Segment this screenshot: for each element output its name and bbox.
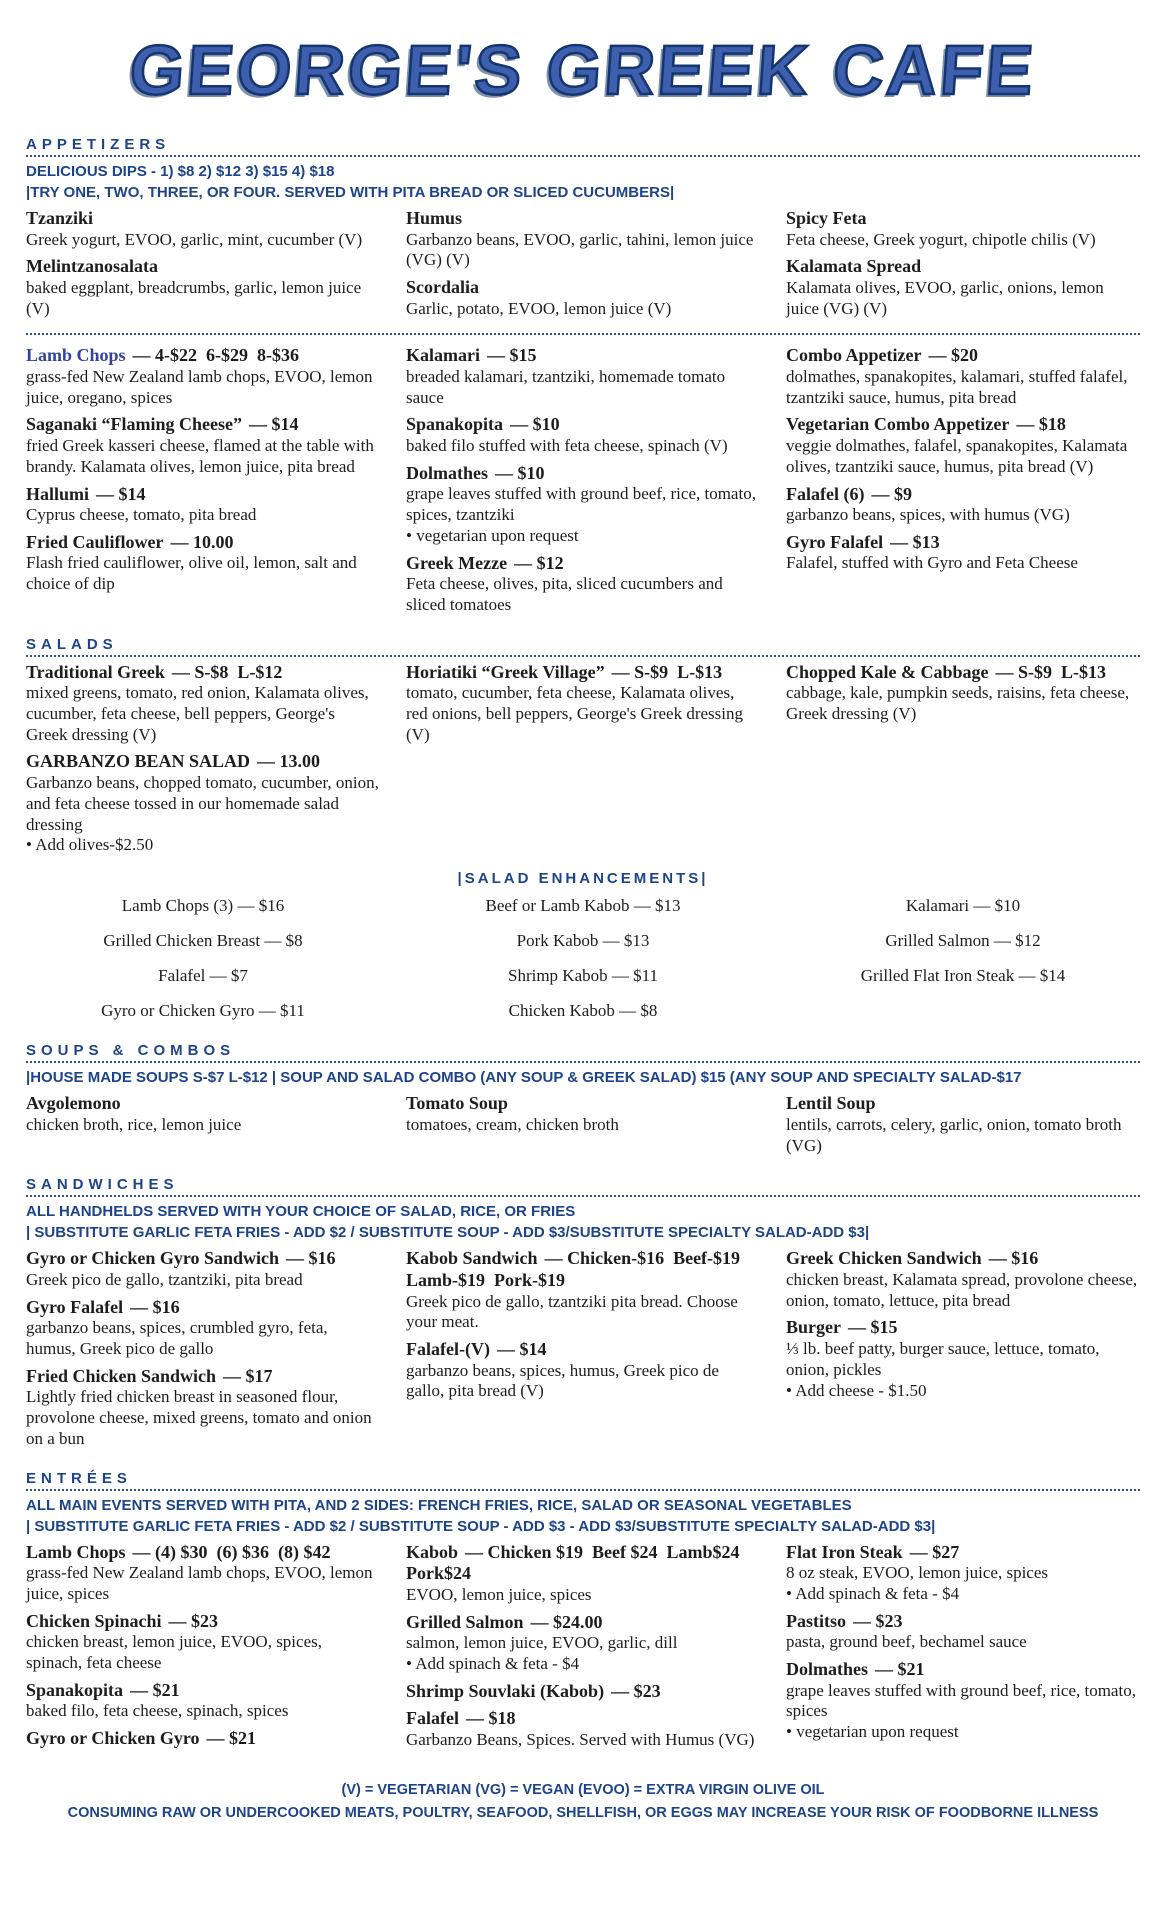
- item-name-line: [26, 751, 380, 773]
- menu-item: [406, 662, 760, 746]
- item-name: Spanakopita: [406, 414, 504, 435]
- item-name: Flat Iron Steak: [786, 1541, 903, 1562]
- item-name-line: [26, 662, 380, 684]
- item-name: Dolmathes: [786, 1658, 868, 1679]
- item-name: Spanakopita: [26, 1679, 124, 1700]
- footer-legend: [26, 1779, 1140, 1827]
- item-price: — $9: [871, 483, 912, 504]
- menu-column: [406, 345, 760, 621]
- menu-item: [786, 256, 1140, 319]
- item-name-line: [406, 414, 760, 436]
- item-description: cabbage, kale, pumpkin seeds, raisins, feta cheese, Greek dressing (V): [786, 683, 1130, 723]
- item-description: Greek yogurt, EVOO, garlic, mint, cucumber (V): [26, 229, 363, 249]
- item-name-line: [26, 345, 380, 367]
- item-name: Spicy Feta: [786, 208, 867, 228]
- item-name: Combo Appetizer: [786, 345, 922, 366]
- dotted-divider: [26, 655, 1140, 657]
- enhancement-item: Lamb Chops (3) — $16: [121, 895, 285, 915]
- menu-column: [786, 1542, 1140, 1757]
- menu-item: [406, 1612, 760, 1675]
- item-name: Humus: [406, 208, 463, 228]
- item-description: Garbanzo beans, chopped tomato, cucumber, onion, and feta cheese tossed in our homemade salad dressing: [26, 773, 379, 834]
- menu-column: [786, 345, 1140, 621]
- item-name: Chopped Kale & Cabbage: [786, 661, 989, 682]
- item-price: — S-$8 L-$12: [171, 661, 283, 682]
- menu-item: [406, 414, 760, 456]
- item-price: — $13: [890, 531, 940, 552]
- menu-item: [26, 484, 380, 526]
- item-name-line: [786, 1093, 1140, 1115]
- menu-item: [26, 532, 380, 595]
- item-name-line: [786, 1611, 1140, 1633]
- salads-grid: [26, 662, 1140, 862]
- item-name: Pastitso: [786, 1610, 846, 1631]
- item-name-line: [406, 1612, 760, 1634]
- item-description: Garlic, potato, EVOO, lemon juice (V): [406, 298, 672, 318]
- menu-item: [786, 1248, 1140, 1311]
- item-price: — $10: [495, 462, 545, 483]
- item-name-line: [26, 1297, 380, 1319]
- item-name-line: [26, 1542, 380, 1564]
- enhancement-item: Pork Kabob — $13: [516, 930, 650, 950]
- footer-warning-line: CONSUMING RAW OR UNDERCOOKED MEATS, POULTRY, SEAFOOD, SHELLFISH, OR EGGS MAY INCREASE YOUR RISK OF FOODBORNE ILLNESS: [67, 1805, 1099, 1822]
- menu-item: [406, 1681, 760, 1703]
- dips-grid: [26, 208, 1140, 325]
- menu-column: [786, 662, 1140, 862]
- item-description: baked eggplant, breadcrumbs, garlic, lemon juice (V): [26, 277, 362, 318]
- item-description: salmon, lemon juice, EVOO, garlic, dill: [406, 1633, 678, 1653]
- item-description: tomato, cucumber, feta cheese, Kalamata olives, red onions, bell peppers, George's Greek dressing (V): [406, 683, 743, 744]
- section-soups: [26, 1042, 1140, 1162]
- soups-subhead: |HOUSE MADE SOUPS S-$7 L-$12 | SOUP AND SALAD COMBO (ANY SOUP & GREEK SALAD) $15 (ANY SOUP AND SPECIALTY SALAD-$17: [26, 1069, 1022, 1087]
- menu-column: [406, 1093, 760, 1162]
- item-description: Feta cheese, olives, pita, sliced cucumbers and sliced tomatoes: [406, 574, 723, 614]
- menu-item: [26, 345, 380, 408]
- menu-item: [406, 1708, 760, 1750]
- item-price: — (4) $30 (6) $36 (8) $42: [132, 1541, 331, 1562]
- item-price: — $24.00: [530, 1611, 603, 1632]
- item-name-line: [406, 1542, 760, 1585]
- item-name: Burger: [786, 1317, 841, 1338]
- dotted-divider: [26, 1489, 1140, 1491]
- item-description: chicken breast, lemon juice, EVOO, spices, spinach, feta cheese: [26, 1632, 322, 1672]
- item-name-line: [26, 1611, 380, 1633]
- item-name-line: [786, 532, 1140, 554]
- enhancement-column: [26, 889, 380, 1028]
- item-name: Falafel: [406, 1708, 459, 1729]
- section-title-entrees: ENTRÉES: [26, 1469, 132, 1487]
- dotted-divider: [26, 333, 1140, 335]
- item-description: Greek pico de gallo, tzantziki pita bread. Choose your meat.: [406, 1291, 738, 1332]
- item-price: — $17: [223, 1365, 273, 1386]
- item-description: Garbanzo Beans, Spices. Served with Humus (VG): [406, 1729, 755, 1749]
- item-price: — $21: [875, 1658, 925, 1679]
- item-name-line: [26, 414, 380, 436]
- logo-text: GEORGE'S GREEK CAFE: [127, 31, 1039, 109]
- item-name: Tomato Soup: [406, 1093, 508, 1114]
- item-name-line: [786, 662, 1140, 684]
- item-name: Avgolemono: [26, 1093, 121, 1114]
- item-name-line: [786, 1659, 1140, 1681]
- sandwiches-subhead-2: | SUBSTITUTE GARLIC FETA FRIES - ADD $2 / SUBSTITUTE SOUP - ADD $3/SUBSTITUTE SPECIALTY SALAD-ADD $3|: [26, 1224, 870, 1242]
- item-name: Fried Cauliflower: [26, 531, 164, 552]
- enhancement-item: Shrimp Kabob — $11: [507, 965, 658, 985]
- menu-item: [786, 1611, 1140, 1653]
- salad-enhancements-title: |SALAD ENHANCEMENTS|: [457, 869, 709, 887]
- item-name-line: [26, 208, 380, 230]
- item-note: • Add spinach & feta - $4: [406, 1653, 580, 1673]
- enhancement-item: Grilled Flat Iron Steak — $14: [860, 965, 1066, 985]
- item-description: pasta, ground beef, bechamel sauce: [786, 1632, 1027, 1652]
- menu-item: [786, 662, 1140, 725]
- item-description: breaded kalamari, tzantziki, homemade tomato sauce: [406, 366, 726, 407]
- item-note: • vegetarian upon request: [786, 1722, 959, 1742]
- item-name: GARBANZO BEAN SALAD: [26, 751, 251, 772]
- item-name: Gyro or Chicken Gyro Sandwich: [26, 1248, 280, 1269]
- item-name-line: [786, 345, 1140, 367]
- menu-column: [26, 345, 380, 621]
- item-price: — $14: [496, 1339, 547, 1360]
- item-name-line: [406, 1093, 760, 1115]
- menu-item: [406, 1339, 760, 1402]
- salad-enhancements-grid: [26, 889, 1140, 1028]
- enhancement-item: Chicken Kabob — $8: [508, 1000, 658, 1020]
- menu-column: [786, 208, 1140, 325]
- dotted-divider: [26, 1195, 1140, 1197]
- item-price: — 10.00: [170, 531, 234, 552]
- item-name: Falafel (6): [786, 483, 865, 504]
- menu-item: [26, 1248, 380, 1290]
- appetizers-grid: [26, 345, 1140, 621]
- item-name: Gyro Falafel: [786, 531, 884, 552]
- item-name: Hallumi: [26, 483, 90, 504]
- item-name: Dolmathes: [406, 462, 488, 483]
- section-entrees: [26, 1470, 1140, 1757]
- item-description: garbanzo beans, spices, with humus (VG): [786, 505, 1070, 525]
- item-name: Fried Chicken Sandwich: [26, 1365, 217, 1386]
- item-name-line: [786, 256, 1140, 278]
- menu-item: [26, 1093, 380, 1135]
- menu-column: [406, 1542, 760, 1757]
- menu-item: [786, 532, 1140, 574]
- item-name-line: [406, 1339, 760, 1361]
- enhancement-column: [786, 889, 1140, 1028]
- item-description: ⅓ lb. beef patty, burger sauce, lettuce, tomato, onion, pickles: [786, 1339, 1100, 1379]
- enhancement-column: [406, 889, 760, 1028]
- item-name: Kalamari: [406, 345, 480, 366]
- item-price: — $15: [487, 345, 537, 366]
- dotted-divider: [26, 1061, 1140, 1063]
- item-price: — $21: [206, 1728, 257, 1749]
- item-name-line: [786, 1542, 1140, 1564]
- item-name: Lentil Soup: [786, 1093, 876, 1114]
- menu-item: [26, 662, 380, 746]
- item-description: Greek pico de gallo, tzantziki, pita bread: [26, 1270, 303, 1289]
- enhancement-item: Grilled Salmon — $12: [885, 930, 1041, 950]
- item-name: Gyro or Chicken Gyro: [26, 1728, 200, 1749]
- menu-column: [406, 1248, 760, 1455]
- item-name: Saganaki “Flaming Cheese”: [26, 414, 243, 435]
- item-description: garbanzo beans, spices, crumbled gyro, feta, humus, Greek pico de gallo: [26, 1318, 328, 1359]
- item-price: — $18: [1016, 414, 1066, 435]
- item-note: • Add cheese - $1.50: [786, 1380, 927, 1400]
- menu-item: [26, 751, 380, 856]
- section-appetizers: [26, 136, 1140, 622]
- item-name-line: [26, 1366, 380, 1388]
- item-price: — $14: [96, 483, 146, 504]
- menu-item: [786, 1093, 1140, 1156]
- footer-legend-line: (V) = VEGETARIAN (VG) = VEGAN (EVOO) = EXTRA VIRGIN OLIVE OIL: [341, 1781, 825, 1798]
- menu-item: [786, 414, 1140, 477]
- item-price: — $23: [168, 1610, 219, 1631]
- item-name-line: [26, 1248, 380, 1270]
- item-price: — $14: [249, 414, 299, 435]
- item-name-line: [406, 345, 760, 367]
- item-description: EVOO, lemon juice, spices: [406, 1584, 592, 1604]
- menu-column: [786, 1248, 1140, 1455]
- item-price: — 13.00: [257, 751, 321, 772]
- sandwiches-subhead-1: ALL HANDHELDS SERVED WITH YOUR CHOICE OF SALAD, RICE, OR FRIES: [26, 1203, 576, 1221]
- item-name: Kabob Sandwich: [406, 1248, 538, 1269]
- item-name-line: [406, 1681, 760, 1703]
- item-description: grass-fed New Zealand lamb chops, EVOO, lemon juice, spices: [26, 1563, 373, 1603]
- menu-item: [26, 414, 380, 477]
- menu-item: [786, 1317, 1140, 1401]
- item-name: Gyro Falafel: [26, 1296, 124, 1317]
- menu-column: [26, 1093, 380, 1162]
- restaurant-logo: [26, 30, 1140, 110]
- item-name: Melintzanosalata: [26, 256, 158, 277]
- item-name: Shrimp Souvlaki (Kabob): [406, 1680, 605, 1701]
- item-description: grass-fed New Zealand lamb chops, EVOO, lemon juice, oregano, spices: [26, 366, 373, 407]
- item-price: — S-$9 L-$13: [611, 661, 723, 682]
- item-name: Chicken Spinachi: [26, 1610, 162, 1631]
- menu-column: [26, 208, 380, 325]
- menu-column: [406, 208, 760, 325]
- item-name-line: [406, 1708, 760, 1730]
- item-price: — $16: [130, 1296, 180, 1317]
- item-name: Kalamata Spread: [786, 256, 922, 277]
- item-note: • Add olives-$2.50: [26, 835, 154, 855]
- menu-item: [26, 1680, 380, 1722]
- item-name-line: [786, 484, 1140, 506]
- entrees-subhead-2: | SUBSTITUTE GARLIC FETA FRIES - ADD $2 / SUBSTITUTE SOUP - ADD $3 - ADD $3/SUBSTITUTE SPECIALTY SALAD-ADD $3|: [26, 1517, 936, 1535]
- menu-item: [406, 1093, 760, 1135]
- enhancement-item: Falafel — $7: [158, 965, 248, 985]
- item-description: grape leaves stuffed with ground beef, rice, tomato, spices, tzantziki: [406, 484, 756, 525]
- item-description: 8 oz steak, EVOO, lemon juice, spices: [786, 1563, 1049, 1583]
- menu-item: [406, 345, 760, 408]
- item-name-line: [26, 1680, 380, 1702]
- item-description: Cyprus cheese, tomato, pita bread: [26, 505, 257, 525]
- item-description: fried Greek kasseri cheese, flamed at the table with brandy. Kalamata olives, lemon juice, pita bread: [26, 436, 374, 476]
- menu-item: [786, 484, 1140, 526]
- item-name-line: [406, 1248, 760, 1291]
- menu-item: [26, 1297, 380, 1360]
- item-name: Scordalia: [406, 277, 480, 298]
- item-price: — $23: [853, 1610, 903, 1631]
- item-name: Kabob: [406, 1541, 459, 1562]
- menu-item: [786, 1659, 1140, 1743]
- item-note: • vegetarian upon request: [406, 525, 579, 545]
- item-description: lentils, carrots, celery, garlic, onion, tomato broth (VG): [786, 1114, 1122, 1155]
- item-name: Vegetarian Combo Appetizer: [786, 414, 1010, 435]
- section-title-salads: SALADS: [26, 635, 118, 653]
- item-price: — $21: [130, 1679, 180, 1700]
- item-name-line: [786, 414, 1140, 436]
- item-name: Greek Mezze: [406, 552, 508, 573]
- item-description: Flash fried cauliflower, olive oil, lemon, salt and choice of dip: [26, 553, 357, 594]
- menu-item: [26, 1728, 380, 1750]
- item-description: baked filo, feta cheese, spinach, spices: [26, 1701, 289, 1721]
- dotted-divider: [26, 155, 1140, 157]
- item-price: — $16: [988, 1248, 1039, 1269]
- item-description: garbanzo beans, spices, humus, Greek pico de gallo, pita bread (V): [406, 1360, 719, 1401]
- menu-column: [26, 662, 380, 862]
- item-price: — Chicken $19 Beef $24 Lamb$24 Pork$24: [406, 1541, 749, 1584]
- item-price: — 4-$22 6-$29 8-$36: [132, 345, 300, 366]
- menu-item: [26, 1366, 380, 1450]
- item-name-line: [406, 553, 760, 575]
- item-price: — $10: [510, 414, 560, 435]
- item-description: mixed greens, tomato, red onion, Kalamata olives, cucumber, feta cheese, bell peppers, George's Greek dressing (V): [26, 683, 369, 744]
- item-name: Horiatiki “Greek Village”: [406, 661, 605, 682]
- item-name-line: [26, 1093, 380, 1115]
- menu-column: [406, 662, 760, 862]
- item-name-line: [786, 1317, 1140, 1339]
- item-name: Lamb Chops: [26, 1541, 126, 1562]
- entrees-subhead-1: ALL MAIN EVENTS SERVED WITH PITA, AND 2 SIDES: FRENCH FRIES, RICE, SALAD OR SEASONAL VEGETABLES: [26, 1496, 852, 1514]
- item-price: — $12: [514, 552, 564, 573]
- menu-item: [26, 1611, 380, 1674]
- menu-item: [786, 345, 1140, 408]
- item-name-line: [406, 277, 760, 299]
- item-name: Traditional Greek: [26, 661, 165, 682]
- item-name-line: [786, 208, 1140, 230]
- item-name-line: [26, 256, 380, 278]
- enhancement-item: Beef or Lamb Kabob — $13: [485, 895, 681, 915]
- item-name-line: [406, 662, 760, 684]
- item-name-line: [26, 1728, 380, 1750]
- item-name: Greek Chicken Sandwich: [786, 1248, 982, 1269]
- menu-item: [786, 208, 1140, 250]
- dips-price-line: DELICIOUS DIPS - 1) $8 2) $12 3) $15 4) $18: [26, 163, 335, 180]
- menu-column: [26, 1542, 380, 1757]
- menu-item: [26, 1542, 380, 1605]
- enhancement-item: Grilled Chicken Breast — $8: [103, 930, 303, 950]
- item-name-line: [406, 208, 760, 230]
- item-description: Kalamata olives, EVOO, garlic, onions, lemon juice (VG) (V): [786, 277, 1104, 318]
- item-price: — $18: [465, 1708, 516, 1729]
- item-price: — $23: [611, 1680, 661, 1701]
- item-price: — $27: [909, 1541, 960, 1562]
- item-price: — Chicken-$16 Beef-$19 Lamb-$19 Pork-$19: [406, 1248, 750, 1290]
- menu-item: [406, 1248, 760, 1333]
- item-description: Lightly fried chicken breast in seasoned flour, provolone cheese, mixed greens, tomato and onion on a bun: [26, 1387, 372, 1448]
- sandwiches-grid: [26, 1248, 1140, 1455]
- item-note: • Add spinach & feta - $4: [786, 1583, 960, 1603]
- section-title-soups: SOUPS & COMBOS: [26, 1042, 236, 1060]
- item-name-line: [786, 1248, 1140, 1270]
- item-description: Feta cheese, Greek yogurt, chipotle chilis (V): [786, 229, 1096, 249]
- item-price: — S-$9 L-$13: [995, 661, 1107, 682]
- soups-grid: [26, 1093, 1140, 1162]
- menu-item: [406, 277, 760, 319]
- item-description: dolmathes, spanakopites, kalamari, stuffed falafel, tzantziki sauce, humus, pita bread: [786, 366, 1128, 407]
- item-price: — $15: [847, 1317, 898, 1338]
- dips-note-line: |TRY ONE, TWO, THREE, OR FOUR. SERVED WITH PITA BREAD OR SLICED CUCUMBERS|: [26, 184, 675, 201]
- item-name-line: [406, 463, 760, 485]
- menu-item: [406, 1542, 760, 1606]
- menu-item: [406, 208, 760, 271]
- menu-item: [26, 256, 380, 319]
- menu-item: [406, 553, 760, 616]
- entrees-grid: [26, 1542, 1140, 1757]
- section-salads: [26, 636, 1140, 1029]
- item-price: — $20: [928, 345, 978, 366]
- menu-item: [406, 463, 760, 547]
- enhancement-item: Gyro or Chicken Gyro — $11: [101, 1000, 305, 1020]
- item-name-line: [26, 484, 380, 506]
- item-name: Falafel-(V): [406, 1339, 490, 1360]
- item-description: tomatoes, cream, chicken broth: [406, 1114, 619, 1134]
- item-description: veggie dolmathes, falafel, spanakopites, Kalamata olives, tzantziki sauce, humus, pita bread (V): [786, 436, 1128, 476]
- menu-item: [26, 208, 380, 250]
- item-name: Grilled Salmon: [406, 1611, 524, 1632]
- item-description: chicken broth, rice, lemon juice: [26, 1114, 242, 1134]
- item-description: grape leaves stuffed with ground beef, rice, tomato, spices: [786, 1680, 1136, 1721]
- item-description: baked filo stuffed with feta cheese, spinach (V): [406, 436, 728, 456]
- menu-column: [786, 1093, 1140, 1162]
- section-title-sandwiches: SANDWICHES: [26, 1176, 179, 1194]
- menu-item: [786, 1542, 1140, 1605]
- menu-column: [26, 1248, 380, 1455]
- section-sandwiches: [26, 1176, 1140, 1455]
- item-description: Garbanzo beans, EVOO, garlic, tahini, lemon juice (VG) (V): [406, 229, 754, 270]
- item-name-line: [26, 532, 380, 554]
- item-description: chicken breast, Kalamata spread, provolone cheese, onion, tomato, lettuce, pita bread: [786, 1270, 1138, 1310]
- item-name: Lamb Chops: [26, 345, 126, 366]
- section-title-appetizers: APPETIZERS: [26, 136, 171, 153]
- enhancement-item: Kalamari — $10: [905, 895, 1021, 915]
- item-description: Falafel, stuffed with Gyro and Feta Cheese: [786, 553, 1078, 573]
- item-price: — $16: [286, 1248, 336, 1269]
- item-name: Tzanziki: [26, 208, 94, 228]
